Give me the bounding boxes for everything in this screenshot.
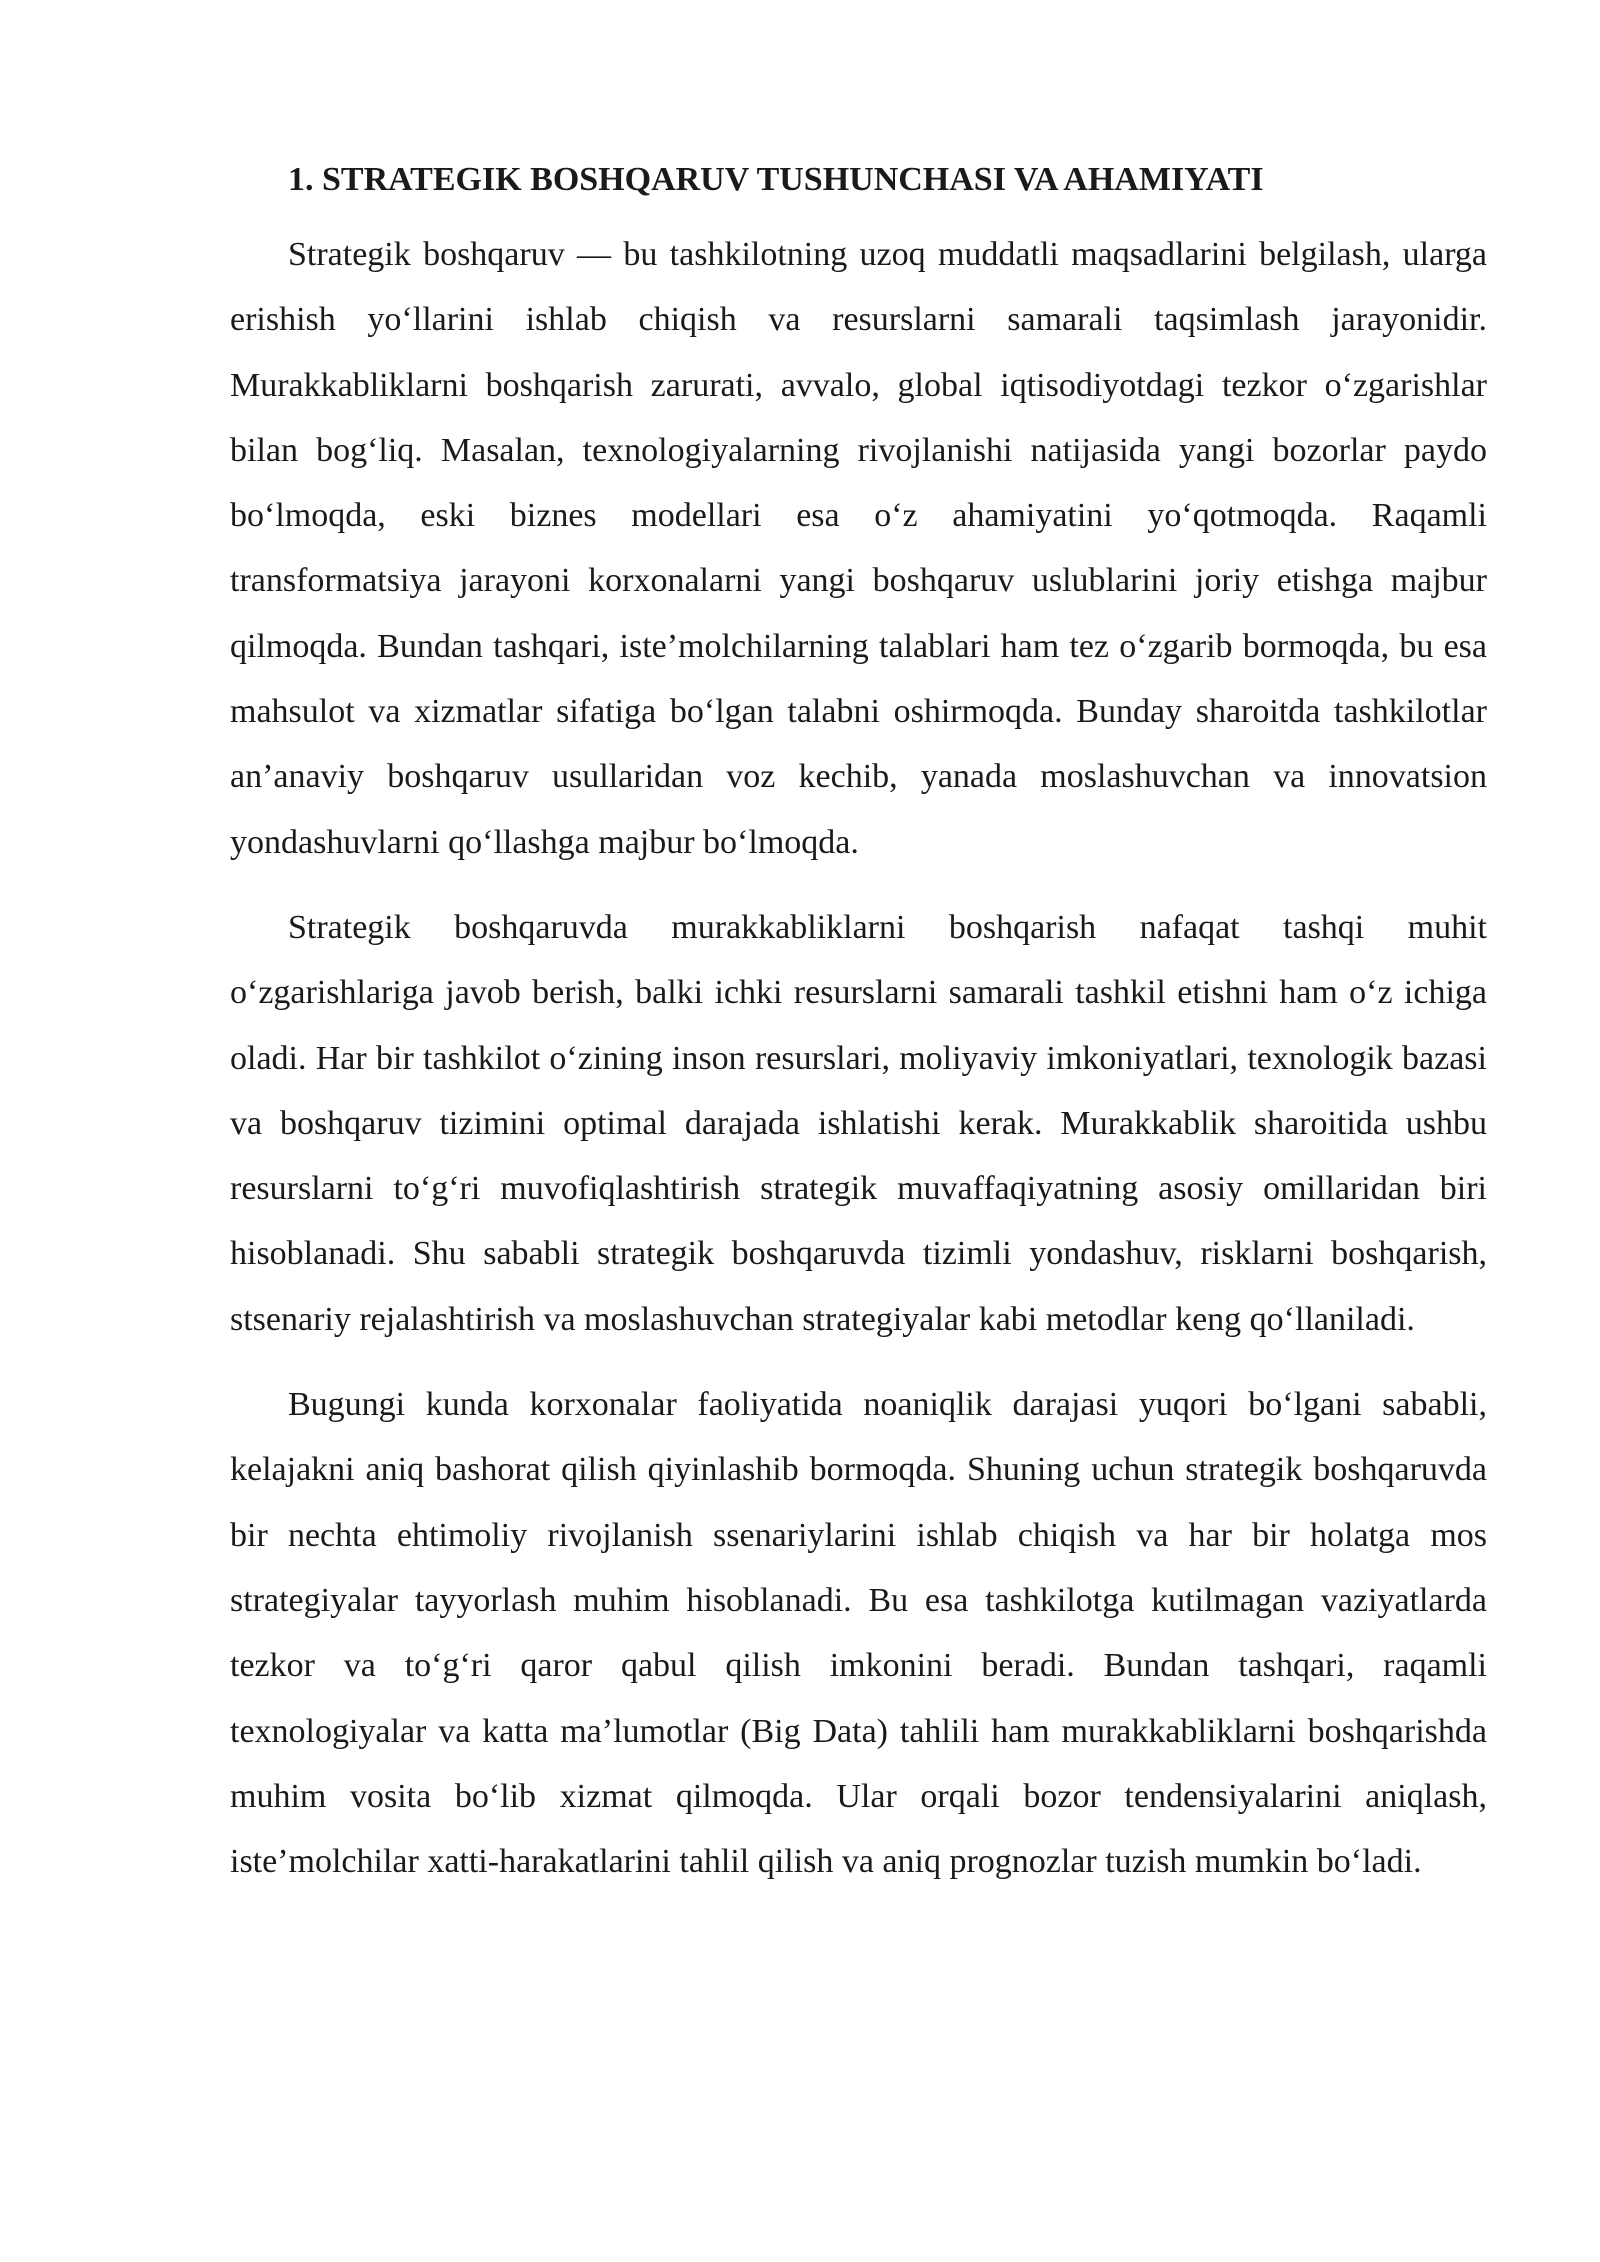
paragraph-3: Bugungi kunda korxonalar faoliyatida noaniqlik darajasi yuqori bo‘lgani sababli, kelajakni aniq bashorat qilish qiyinlashib bormoqda. Shuning uchun strategik boshqaruvda bir nechta ehtimoliy rivojlanish ssenariylarini ishlab chiqish va har bir holatga mos strategiyalar tayyorlash muhim hisoblanadi. Bu esa tashkilotga kutilmagan vaziyatlarda tezkor va to‘g‘ri qaror qabul qilish imkonini beradi. Bundan tashqari, raqamli texnologiyalar va katta ma’lumotlar (Big Data) tahlili ham murakkabliklarni boshqarishda muhim vosita bo‘lib xizmat qilmoqda. Ular orqali bozor tendensiyalarini aniqlash, iste’molchilar xatti-harakatlarini tahlil qilish va aniq prognozlar tuzish mumkin bo‘ladi. [230, 1386, 1487, 1881]
section-heading: 1. STRATEGIK BOSHQARUV TUSHUNCHASI VA AHAMIYATI [288, 161, 1264, 198]
paragraph-1: Strategik boshqaruv — bu tashkilotning uzoq muddatli maqsadlarini belgilash, ularga erishish yo‘llarini ishlab chiqish va resurslarni samarali taqsimlash jarayonidir. Murakkabliklarni boshqarish zarurati, avvalo, global iqtisodiyotdagi tezkor o‘zgarishlar bilan bog‘liq. Masalan, texnologiyalarning rivojlanishi natijasida yangi bozorlar paydo bo‘lmoqda, eski biznes modellari esa o‘z ahamiyatini yo‘qotmoqda. Raqamli transformatsiya jarayoni korxonalarni yangi boshqaruv uslublarini joriy etishga majbur qilmoqda. Bundan tashqari, iste’molchilarning talablari ham tez o‘zgarib bormoqda, bu esa mahsulot va xizmatlar sifatiga bo‘lgan talabni oshirmoqda. Bunday sharoitda tashkilotlar an’anaviy boshqaruv usullaridan voz kechib, yanada moslashuvchan va innovatsion yondashuvlarni qo‘llashga majbur bo‘lmoqda. [230, 236, 1487, 861]
paragraph-2: Strategik boshqaruvda murakkabliklarni boshqarish nafaqat tashqi muhit o‘zgarishlariga javob berish, balki ichki resurslarni samarali tashkil etishni ham o‘z ichiga oladi. Har bir tashkilot o‘zining inson resurslari, moliyaviy imkoniyatlari, texnologik bazasi va boshqaruv tizimini optimal darajada ishlatishi kerak. Murakkablik sharoitida ushbu resurslarni to‘g‘ri muvofiqlashtirish strategik muvaffaqiyatning asosiy omillaridan biri hisoblanadi. Shu sababli strategik boshqaruvda tizimli yondashuv, risklarni boshqarish, stsenariy rejalashtirish va moslashuvchan strategiyalar kabi metodlar keng qo‘llaniladi. [230, 908, 1487, 1338]
document-page [230, 150, 1487, 1894]
